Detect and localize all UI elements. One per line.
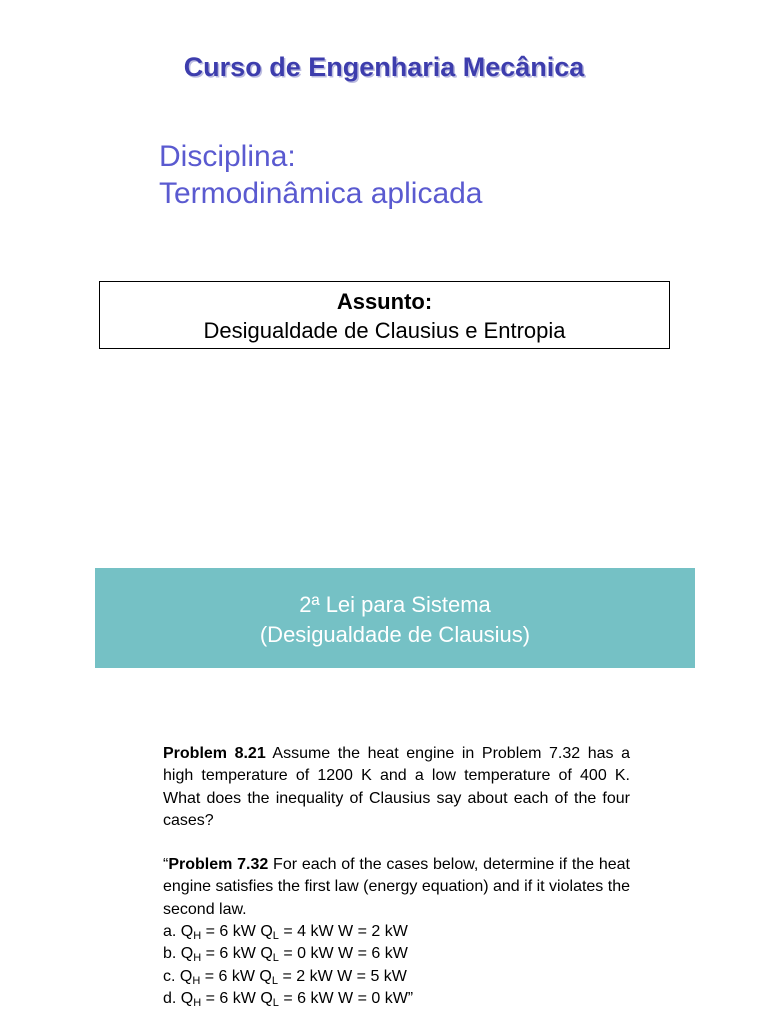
problem-title: Problem 8.21 [163, 745, 266, 762]
course-title: Curso de Engenharia Mecânica [183, 52, 585, 82]
referenced-problem [163, 854, 630, 921]
assunto-text: Desigualdade de Clausius e Entropia [203, 318, 566, 343]
assunto-label: Assunto: [336, 289, 433, 314]
problem-body: Assume the heat engine in Problem 7.32 has a high temperature of 1200 K and a low temperature of 400 K. What does the inequality of Clausius say about each of the four cases? [163, 745, 630, 829]
banner-line-2: (Desigualdade de Clausius) [259, 622, 531, 647]
banner-line-1: 2ª Lei para Sistema [299, 592, 491, 617]
quote-open: “ [163, 856, 169, 874]
case-line: c. $Q_H = 6$ kW $Q_L = 2$ kW W = 5 kW [163, 967, 407, 987]
disciplina-name: Termodinâmica aplicada [159, 177, 483, 210]
referenced-problem-title: Problem 7.32 [168, 856, 269, 874]
disciplina-block [159, 138, 483, 212]
section-banner [95, 568, 695, 668]
case-line: a. $Q_H = 6$ kW $Q_L = 4$ kW W = 2 kW [163, 923, 408, 943]
problem-text [163, 743, 630, 1010]
case-line: d. $Q_H = 6$ kW $Q_L = 6$ kW W = 0 kW” [163, 989, 414, 1009]
case-line: b. $Q_H = 6$ kW $Q_L = 0$ kW W = 6 kW [163, 945, 408, 965]
assunto-box [99, 281, 670, 349]
referenced-problem-body: For each of the cases below, determine if the heat engine satisfies the first law (energy equation) and if it violates the second law. [163, 856, 630, 918]
disciplina-label: Disciplina: [159, 140, 296, 173]
problem-statement [163, 743, 630, 832]
